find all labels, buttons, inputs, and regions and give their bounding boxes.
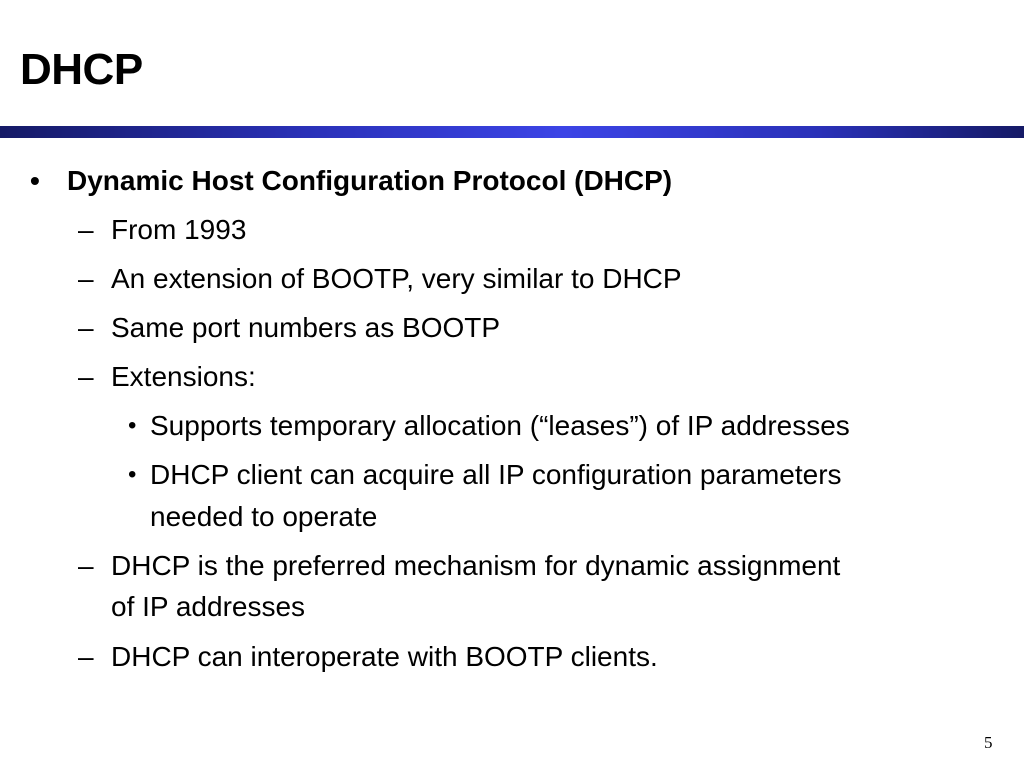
sub-bullet-preferred-mechanism-continued [111, 586, 305, 627]
dash-marker: – [78, 550, 94, 581]
bullet-text: Dynamic Host Configuration Protocol (DHCP) [67, 165, 673, 196]
sub-bullet-extension-of-bootp [78, 258, 682, 299]
bullet-text: DHCP can interoperate with BOOTP clients. [111, 641, 658, 672]
sub-bullet-from-1993 [78, 209, 247, 250]
dash-marker: – [78, 312, 94, 343]
sub-sub-bullet-client-config [128, 454, 842, 495]
bullet-marker: • [128, 461, 137, 488]
sub-sub-bullet-client-config-continued [150, 496, 377, 537]
bullet-marker: • [128, 412, 137, 439]
slide-title: DHCP [20, 45, 143, 94]
sub-bullet-interoperate [78, 636, 658, 677]
sub-bullet-extensions [78, 356, 256, 397]
page-number: 5 [984, 733, 993, 752]
dash-marker: – [78, 263, 94, 294]
bullet-text-line-1: DHCP is the preferred mechanism for dynamic assignment [111, 550, 841, 581]
dash-marker: – [78, 641, 94, 672]
dash-marker: – [78, 214, 94, 245]
bullet-text: An extension of BOOTP, very similar to DHCP [111, 263, 682, 294]
bullet-text-line-2: needed to operate [150, 501, 378, 532]
bullet-text: Extensions: [111, 361, 256, 392]
bullet-text-line-2: of IP addresses [111, 591, 306, 622]
bullet-text: Same port numbers as BOOTP [111, 312, 501, 343]
bullet-main [30, 160, 673, 201]
sub-sub-bullet-leases [128, 405, 850, 446]
bullet-text: Supports temporary allocation (“leases”) of IP addresses [150, 410, 850, 441]
sub-bullet-same-ports [78, 307, 501, 348]
bullet-text: From 1993 [111, 214, 247, 245]
sub-bullet-preferred-mechanism [78, 545, 841, 586]
bullet-text-line-1: DHCP client can acquire all IP configuration parameters [150, 459, 842, 490]
dash-marker: – [78, 361, 94, 392]
bullet-marker: • [30, 165, 40, 196]
